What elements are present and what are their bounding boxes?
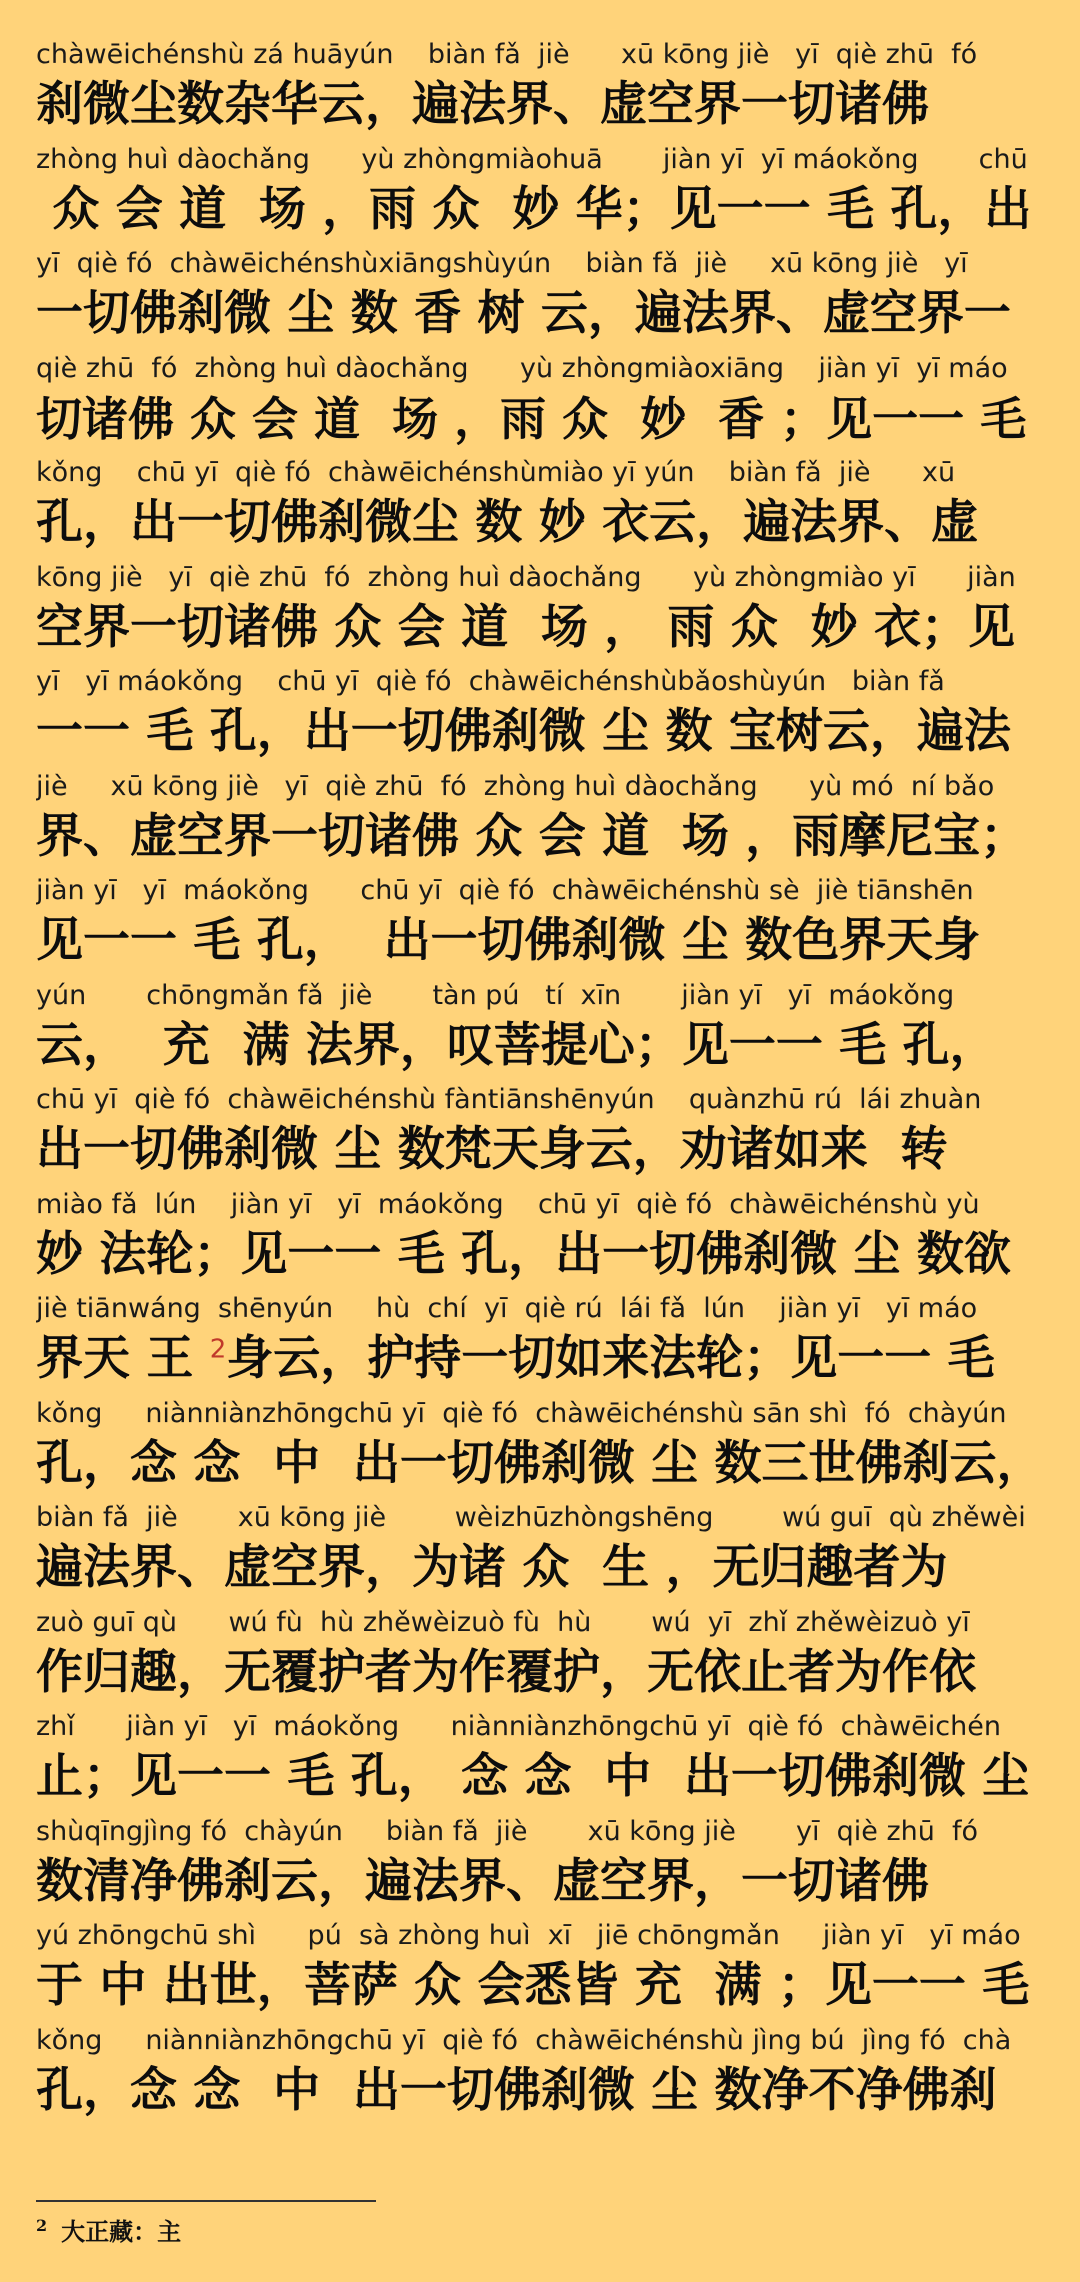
footnote-text: 大正藏：主 xyxy=(61,2217,182,2246)
hanzi-line xyxy=(36,910,1046,972)
hanzi-line xyxy=(36,1642,1046,1704)
text-line xyxy=(36,872,1046,977)
hanzi-segment: 孔，出一切佛刹微尘 数 妙 衣云，遍法界、虚 xyxy=(36,495,979,550)
scripture-text xyxy=(36,36,1046,2126)
footnote-number: 2 xyxy=(36,2216,48,2235)
pinyin-line: zuò guī qù wú fù hù zhěwèizuò fù hù wú yī zhǐ zhěwèizuò yī xyxy=(36,1606,970,1638)
pinyin-line: yī yī máokǒng chū yī qiè fó chàwēichénshùbǎoshùyún biàn fǎ xyxy=(36,666,945,697)
hanzi-line xyxy=(36,806,1046,868)
pinyin-line: yú zhōngchū shì pú sà zhòng huì xī jiē chōngmǎn jiàn yī yī máo xyxy=(36,1920,1021,1951)
pinyin-line: kōng jiè yī qiè zhū fó zhòng huì dàochǎng yù zhòngmiào yī jiàn xyxy=(36,561,1016,593)
hanzi-segment: 于 中 出世，菩萨 众 会悉皆 充 满 ；见一一 毛 xyxy=(36,1958,1030,2013)
text-line xyxy=(36,36,1046,141)
pinyin-line: shùqīngjìng fó chàyún biàn fǎ jiè xū kōng jiè yī qiè zhū fó xyxy=(36,1815,979,1847)
footnote xyxy=(36,2212,181,2247)
text-line xyxy=(36,1499,1046,1604)
text-line xyxy=(36,454,1046,559)
text-line xyxy=(36,245,1046,350)
pinyin-line: zhǐ jiàn yī yī máokǒng niànniànzhōngchū yī qiè fó chàwēichén xyxy=(36,1711,1001,1742)
hanzi-line xyxy=(36,1955,1046,2017)
text-line xyxy=(36,1917,1046,2022)
text-line xyxy=(36,1081,1046,1186)
pinyin-line: biàn fǎ jiè xū kōng jiè wèizhūzhòngshēng wú guī qù zhěwèi xyxy=(36,1502,1026,1533)
pinyin-line: kǒng niànniànzhōngchū yī qiè fó chàwēichénshù sān shì fó chàyún xyxy=(36,1397,1007,1429)
hanzi-segment: 见一一 毛 孔， 出一切佛刹微 尘 数色界天身 xyxy=(36,913,981,968)
pinyin-line: yī qiè fó chàwēichénshùxiāngshùyún biàn fǎ jiè xū kōng jiè yī xyxy=(36,248,968,279)
hanzi-segment: 切诸佛 众 会 道 场 ，雨 众 妙 香 ；见一一 毛 xyxy=(36,391,1027,446)
text-line xyxy=(36,663,1046,768)
text-line xyxy=(36,1395,1046,1500)
footnote-reference[interactable]: 2 xyxy=(209,1334,227,1365)
pinyin-line: yún chōngmǎn fǎ jiè tàn pú tí xīn jiàn yī yī máokǒng xyxy=(36,979,955,1011)
hanzi-segment: 刹微尘数杂华云，遍法界、虚空界一切诸佛 xyxy=(36,77,929,132)
pinyin-line: kǒng niànniànzhōngchū yī qiè fó chàwēichénshù jìng bú jìng fó chà xyxy=(36,2024,1012,2056)
hanzi-segment: 妙 法轮；见一一 毛 孔，出一切佛刹微 尘 数欲 xyxy=(36,1226,1011,1282)
hanzi-line xyxy=(36,1433,1046,1495)
hanzi-line xyxy=(36,179,1046,241)
hanzi-line xyxy=(36,1851,1046,1913)
text-line xyxy=(36,977,1046,1082)
hanzi-segment: 空界一切诸佛 众 会 道 场 ， 雨 众 妙 衣；见 xyxy=(36,599,1015,655)
text-line xyxy=(36,768,1046,873)
text-line xyxy=(36,350,1046,455)
hanzi-line xyxy=(36,492,1046,554)
hanzi-line xyxy=(36,2060,1046,2122)
hanzi-segment: 遍法界、虚空界，为诸 众 生 ，无归趣者为 xyxy=(36,1540,948,1595)
hanzi-segment: 界、虚空界一切诸佛 众 会 道 场 ，雨摩尼宝； xyxy=(36,808,1028,864)
text-line xyxy=(36,1708,1046,1813)
hanzi-segment: 一一 毛 孔，出一切佛刹微 尘 数 宝树云，遍法 xyxy=(36,704,1011,759)
hanzi-segment: 众 会 道 场 ，雨 众 妙 华；见一一 毛 孔，出 xyxy=(36,181,1032,237)
hanzi-segment: 出一切佛刹微 尘 数梵天身云，劝诸如来 转 xyxy=(36,1122,948,1177)
text-line xyxy=(36,141,1046,246)
pinyin-line: kǒng chū yī qiè fó chàwēichénshùmiào yī yún biàn fǎ jiè xū xyxy=(36,457,956,488)
hanzi-line xyxy=(36,701,1046,763)
text-line xyxy=(36,1813,1046,1918)
hanzi-line xyxy=(36,1119,1046,1181)
text-line xyxy=(36,2022,1046,2127)
hanzi-segment: 云， 充 满 法界，叹菩提心；见一一 毛 孔， xyxy=(36,1017,997,1073)
text-line xyxy=(36,559,1046,664)
hanzi-line xyxy=(36,1015,1046,1077)
text-line xyxy=(36,1290,1046,1395)
hanzi-line xyxy=(36,1537,1046,1599)
pinyin-line: chàwēichénshù zá huāyún biàn fǎ jiè xū kōng jiè yī qiè zhū fó xyxy=(36,39,978,70)
pinyin-line: miào fǎ lún jiàn yī yī máokǒng chū yī qiè fó chàwēichénshù yù xyxy=(36,1188,980,1220)
pinyin-line: jiè xū kōng jiè yī qiè zhū fó zhòng huì dàochǎng yù mó ní bǎo xyxy=(36,770,995,802)
hanzi-segment: 止；见一一 毛 孔， 念 念 中 出一切佛刹微 尘 xyxy=(36,1749,1030,1804)
pinyin-line: qiè zhū fó zhòng huì dàochǎng yù zhòngmiàoxiāng jiàn yī yī máo xyxy=(36,352,1008,384)
footnote-divider xyxy=(36,2200,376,2202)
hanzi-line xyxy=(36,1224,1046,1286)
hanzi-segment: 孔，念 念 中 出一切佛刹微 尘 数净不净佛刹 xyxy=(36,2062,997,2118)
hanzi-segment: 孔，念 念 中 出一切佛刹微 尘 数三世佛刹云， xyxy=(36,1435,1044,1491)
hanzi-line xyxy=(36,597,1046,659)
hanzi-line xyxy=(36,74,1046,136)
hanzi-line xyxy=(36,283,1046,345)
hanzi-segment: 身云，护持一切如来法轮；见一一 毛 xyxy=(226,1331,995,1386)
text-line xyxy=(36,1604,1046,1709)
hanzi-segment: 作归趣，无覆护者为作覆护，无依止者为作依 xyxy=(36,1644,976,1700)
hanzi-line xyxy=(36,388,1046,450)
text-line xyxy=(36,1186,1046,1291)
pinyin-line: chū yī qiè fó chàwēichénshù fàntiānshēnyún quànzhū rú lái zhuàn xyxy=(36,1084,982,1115)
hanzi-segment: 一切佛刹微 尘 数 香 树 云，遍法界、虚空界一 xyxy=(36,286,1011,341)
pinyin-line: jiè tiānwáng shēnyún hù chí yī qiè rú lái fǎ lún jiàn yī yī máo xyxy=(36,1293,978,1324)
hanzi-segment: 数清净佛刹云，遍法界、虚空界，一切诸佛 xyxy=(36,1853,929,1909)
pinyin-line: zhòng huì dàochǎng yù zhòngmiàohuā jiàn yī yī máokǒng chū xyxy=(36,143,1028,175)
hanzi-line xyxy=(36,1328,1046,1390)
hanzi-segment: 界天 王 xyxy=(36,1331,210,1386)
hanzi-line xyxy=(36,1746,1046,1808)
pinyin-line: jiàn yī yī máokǒng chū yī qiè fó chàwēichénshù sè jiè tiānshēn xyxy=(36,875,974,906)
